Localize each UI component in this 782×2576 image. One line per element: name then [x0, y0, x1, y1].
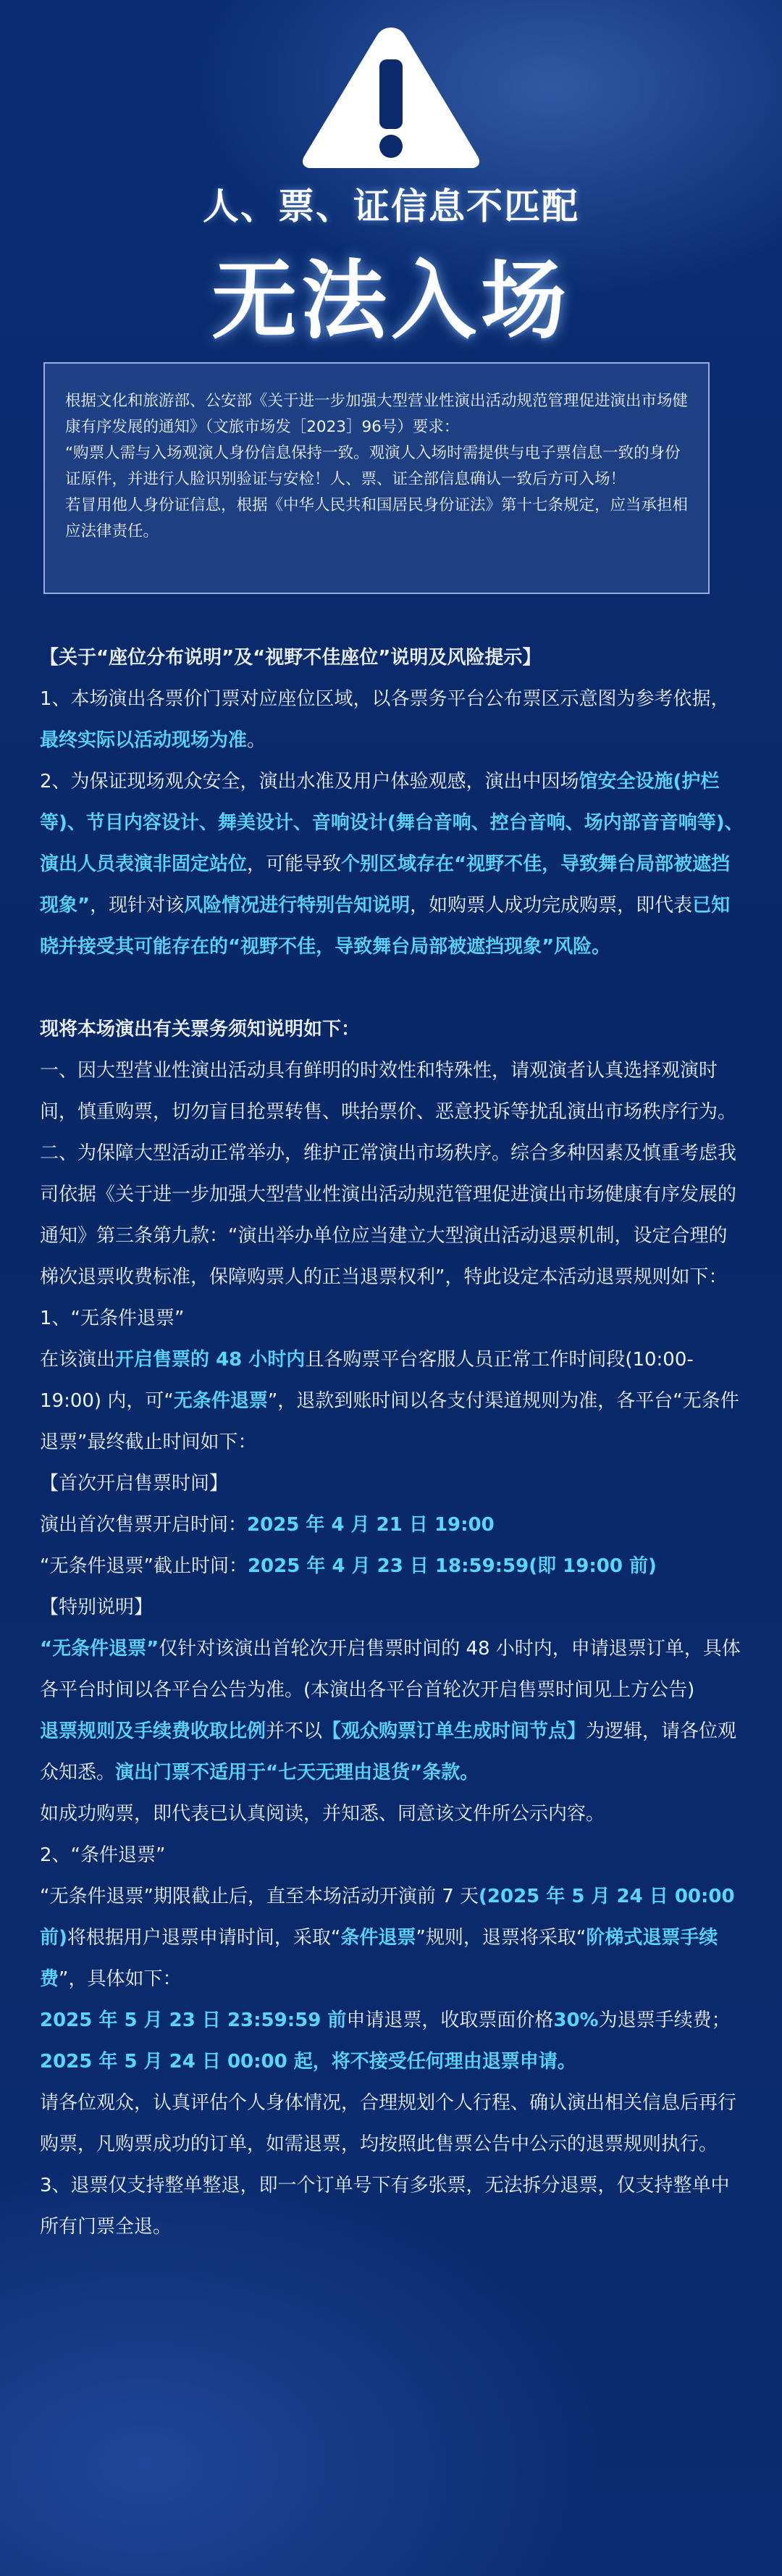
highlight-text: (2025 年 5 月 24 日 00:00 前) — [40, 1886, 735, 1949]
paragraph: 请各位观众，认真评估个人身体情况，合理规划个人行程、确认演出相关信息后再行购票，凡购票成功的订单，如需退票，均按照此售票公告中公示的退票规则执行。 — [40, 2092, 737, 2155]
text: 申请退票，收取票面价格 — [346, 2010, 554, 2031]
text: 且各购票平台客服人员正常工作时间段(10:00-19:00) 内，可“ — [40, 1349, 694, 1412]
highlight-paragraph: 2025 年 5 月 24 日 00:00 起，将不接受任何理由退票申请。 — [40, 2051, 576, 2073]
legal-paragraph: “购票人需与入场观演人身份信息保持一致。观演人入场时需提供与电子票信息一致的身份证原件，并进行人脸识别验证与安检！人、票、证全部信息确认一致后方可入场！ — [65, 444, 681, 488]
highlight-text: 阶梯式退票手续费 — [40, 1927, 718, 1990]
highlight-text: 最终实际以活动现场为准 — [40, 729, 248, 751]
text: “无条件退票”期限截止后，直至本场活动开演前 7 天 — [40, 1886, 479, 1907]
legal-paragraph: 根据文化和旅游部、公安部《关于进一步加强大型营业性演出活动规范管理促进演出市场健康有序发展的通知》（文旅市场发［2023］96号）要求： — [65, 392, 689, 436]
paragraph — [40, 2000, 746, 2041]
paragraph — [40, 1628, 746, 1711]
hero-banner — [0, 0, 782, 351]
notice-content — [40, 637, 746, 2248]
text: ，可能导致 — [247, 853, 342, 875]
paragraph: 二、为保障大型活动正常举办，维护正常演出市场秩序。综合多种因素及慎重考虑我司依据《关于进一步加强大型营业性演出活动规范管理促进演出市场健康有序发展的通知》第三条第九款：“演出举办单位应当建立大型演出活动退票机制，设定合理的梯次退票收费标准，保障购票人的正当退票权利”，特此设定本活动退票规则如下： — [40, 1142, 737, 1288]
text: 为退票手续费； — [598, 2010, 731, 2031]
highlight-text: “无条件退票” — [40, 1638, 159, 1660]
text: ”规则，退票将采取“ — [416, 1927, 586, 1949]
paragraph: 一、因大型营业性演出活动具有鲜明的时效性和特殊性，请观演者认真选择观演时间，慎重购票，切勿盲目抢票转售、哄抬票价、恶意投诉等扰乱演出市场秩序行为。 — [40, 1060, 737, 1123]
text: 并不以 — [266, 1720, 323, 1742]
section-heading: 现将本场演出有关票务须知说明如下： — [40, 1019, 361, 1040]
highlight-text: 个别区域存在“视野不佳，导致舞台局部被遮挡现象” — [40, 853, 731, 916]
text: 演出首次售票开启时间： — [40, 1514, 248, 1536]
highlight-text: 演出门票不适用于“七天无理由退货”条款。 — [115, 1762, 479, 1783]
paragraph — [40, 1505, 746, 1546]
highlight-text: 条件退票 — [340, 1927, 416, 1949]
subsection-heading: 1、“无条件退票” — [40, 1308, 185, 1329]
paragraph — [40, 679, 746, 761]
hero-title: 无法入场 — [211, 251, 571, 351]
text: 1、本场演出各票价门票对应座位区域，以各票务平台公布票区示意图为参考依据， — [40, 688, 730, 710]
highlight-text: 30% — [553, 2010, 599, 2031]
text: ，如购票人成功完成购票，即代表 — [410, 895, 693, 916]
text: 将根据用户退票申请时间，采取“ — [67, 1927, 341, 1949]
paragraph — [40, 1876, 746, 2000]
highlight-text: 2025 年 5 月 23 日 23:59:59 前 — [40, 2010, 347, 2031]
paragraph — [40, 1711, 746, 1794]
text: 。 — [247, 729, 266, 751]
highlight-text: 无条件退票 — [173, 1390, 268, 1412]
highlight-text: 退票规则及手续费收取比例 — [40, 1720, 266, 1742]
warning-triangle-icon — [295, 22, 487, 174]
text: 2、为保证现场观众安全，演出水准及用户体验观感，演出中因场 — [40, 771, 579, 793]
subsection-heading: 2、“条件退票” — [40, 1844, 166, 1866]
spacer — [40, 968, 746, 1009]
text: 为逻辑，请各位观众知悉。 — [40, 1720, 737, 1783]
paragraph: 3、退票仅支持整单整退，即一个订单号下有多张票，无法拆分退票，仅支持整单中所有门票全退。 — [40, 2175, 730, 2238]
highlight-text: 【观众购票订单生成时间节点】 — [322, 1720, 586, 1742]
highlight-text: 馆安全设施(护栏等)、节目内容设计、舞美设计、音响设计(舞台音响、控台音响、场内部音音响等)、演出人员表演非固定站位 — [40, 771, 744, 875]
paragraph — [40, 1546, 746, 1587]
highlight-text: 2025 年 4 月 21 日 19:00 — [247, 1514, 495, 1536]
highlight-text: 风险情况进行特别告知说明 — [184, 895, 411, 916]
legal-paragraph: 若冒用他人身份证信息，根据《中华人民共和国居民身份证法》第十七条规定，应当承担相应法律责任。 — [65, 496, 689, 540]
legal-notice-box — [43, 362, 710, 594]
paragraph: 【特别说明】 — [40, 1597, 154, 1618]
paragraph: 【首次开启售票时间】 — [40, 1473, 229, 1494]
hero-subtitle: 人、票、证信息不匹配 — [203, 185, 579, 227]
text: ，现针对该 — [90, 895, 185, 916]
highlight-text: 2025 年 4 月 23 日 18:59:59(即 19:00 前) — [247, 1555, 657, 1577]
text: “无条件退票”截止时间： — [40, 1555, 248, 1577]
highlight-text: 开启售票的 48 小时内 — [115, 1349, 306, 1371]
paragraph: 如成功购票，即代表已认真阅读，并知悉、同意该文件所公示内容。 — [40, 1803, 605, 1825]
text: ”，退款到账时间以各支付渠道规则为准，各平台“无条件退票”最终截止时间如下： — [40, 1390, 739, 1453]
paragraph — [40, 1339, 746, 1463]
highlight-text: 已知晓并接受其可能存在的“视野不佳，导致舞台局部被遮挡现象”风险。 — [40, 895, 731, 958]
text: ”，具体如下： — [59, 1968, 182, 1990]
section-heading: 【关于“座位分布说明”及“视野不佳座位”说明及风险提示】 — [40, 647, 542, 669]
text: 仅针对该演出首轮次开启售票时间的 48 小时内，申请退票订单，具体各平台时间以各平台公告为准。(本演出各平台首轮次开启售票时间见上方公告) — [40, 1638, 741, 1701]
text: 在该演出 — [40, 1349, 116, 1371]
paragraph — [40, 761, 746, 968]
